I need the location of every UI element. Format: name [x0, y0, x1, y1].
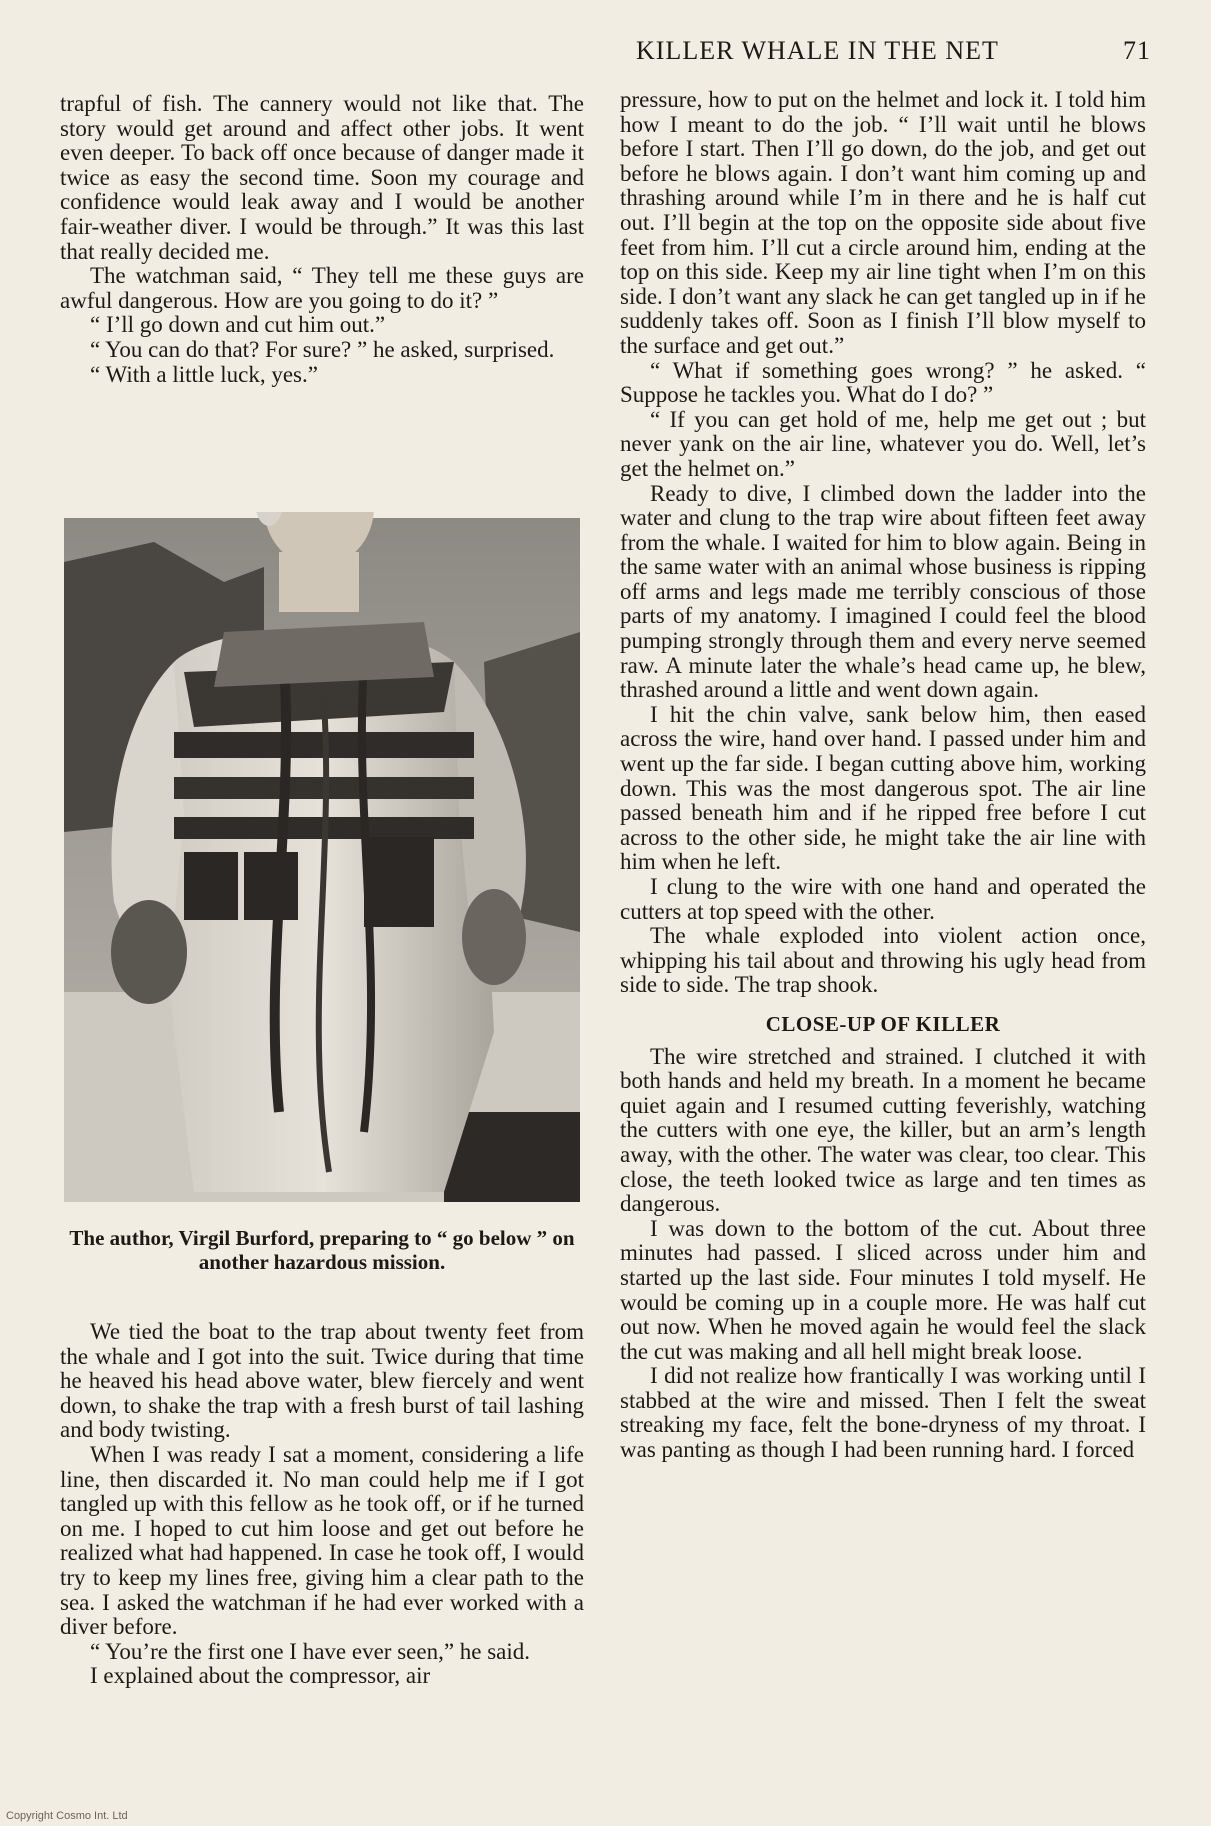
diver-illustration [64, 512, 580, 1202]
page-number: 71 [1123, 36, 1151, 65]
paragraph: Ready to dive, I climbed down the ladder into the water and clung to the trap wire about fifteen feet away from the whale. I waited for him to blow again. Being in the same water with an animal whose business is ripping off arms and legs made me terribly conscious of those parts of my anatomy. I imagined I could feel the blood pumping strongly through them and every nerve seemed raw. A minute later the whale’s head came up, he blew, thrashed around a little and went down again. [620, 480, 1146, 703]
paragraph: We tied the boat to the trap about twenty feet from the whale and I got into the suit. Twice during that time he heaved his head above water, blew fiercely and went down, to shake the trap with a fresh burst of tail lashing and body twisting. [60, 1319, 584, 1443]
paragraph: “ If you can get hold of me, help me get out ; but never yank on the air line, whatever you do. Well, let’s get the helmet on.” [620, 406, 1146, 481]
paragraph: The watchman said, “ They tell me these guys are awful dangerous. How are you going to do it? ” [60, 263, 584, 313]
copyright-footer: Copyright Cosmo Int. Ltd [6, 1810, 128, 1822]
author-photo [64, 512, 580, 1202]
paragraph: “ You can do that? For sure? ” he asked, surprised. [90, 336, 555, 362]
right-column [620, 88, 1146, 1463]
paragraph: I explained about the compressor, air [90, 1663, 431, 1689]
paragraph: “ What if something goes wrong? ” he asked. “ Suppose he tackles you. What do I do? ” [620, 357, 1146, 408]
paragraph: trapful of fish. The cannery would not like that. The story would get around and affect other jobs. It went even deeper. To back off once because of danger made it twice as easy the second time. Soon my courage and confidence would leak away and I would be another fair-weather diver. I would be through.” It was this last that really decided me. [60, 91, 584, 264]
paragraph: When I was ready I sat a moment, considering a life line, then discarded it. No man could help me if I got tangled up with this fellow as he took off, or if he turned on me. I hoped to cut him loose and get out before he realized what had happened. In case he took off, I would try to keep my lines free, giving him a clear path to the sea. I asked the watchman if he had ever worked with a diver before. [60, 1441, 584, 1640]
paragraph: “ I’ll go down and cut him out.” [90, 312, 386, 338]
paragraph: I clung to the wire with one hand and operated the cutters at top speed with the other. [620, 874, 1146, 924]
paragraph: “ With a little luck, yes.” [90, 361, 318, 387]
left-column-top [60, 92, 584, 387]
running-head [636, 36, 1151, 66]
paragraph: I was down to the bottom of the cut. About three minutes had passed. I sliced across under him and started up the last side. Four minutes I told myself. He would be coming up in a couple more. He was half cut out now. When he moved again he would feel the slack the cut was making and all hell might break loose. [620, 1215, 1146, 1364]
paragraph: pressure, how to put on the helmet and lock it. I told him how I meant to do the job. “ I’ll wait until he blows before I start. Then I’ll go down, do the job, and get out before he blows again. I don’t want him coming up and thrashing around while I’m in there and he is half cut out. I’ll begin at the top on the opposite side about five feet from him. I’ll cut a circle around him, ending at the top on this side. Keep my air line tight when I’m on this side. I don’t want any slack he can get tangled up in if he suddenly takes off. Soon as I finish I’ll blow myself to the surface and get out.” [620, 87, 1146, 358]
paragraph: I hit the chin valve, sank below him, then eased across the wire, hand over hand. I passed under him and went up the far side. I began cutting above him, working down. This was the most dangerous spot. The air line passed beneath him and if he ripped free before I cut across to the other side, he might take the air line with him when he left. [620, 701, 1146, 875]
running-title: KILLER WHALE IN THE NET [636, 36, 999, 65]
left-column-bottom [60, 1320, 584, 1689]
paragraph: “ You’re the first one I have ever seen,” he said. [90, 1638, 531, 1664]
photo-caption: The author, Virgil Burford, preparing to “ go below ” on another hazardous mission. [69, 1226, 575, 1274]
paragraph: The wire stretched and strained. I clutched it with both hands and held my breath. In a moment he became quiet again and I resumed cutting feverishly, watching the cutters with one eye, the killer, but an arm’s length away, with the other. The water was clear, too clear. This close, the teeth looked twice as large and ten times as dangerous. [620, 1043, 1146, 1217]
paragraph: The whale exploded into violent action once, whipping his tail about and throwing his ugly head from side to side. The trap shook. [620, 923, 1146, 998]
paragraph: I did not realize how frantically I was working until I stabbed at the wire and missed. Then I felt the sweat streaking my face, felt the bone-dryness of my throat. I was panting as though I had been running hard. I forced [620, 1363, 1146, 1463]
section-subheading: CLOSE-UP OF KILLER [765, 1011, 1001, 1036]
